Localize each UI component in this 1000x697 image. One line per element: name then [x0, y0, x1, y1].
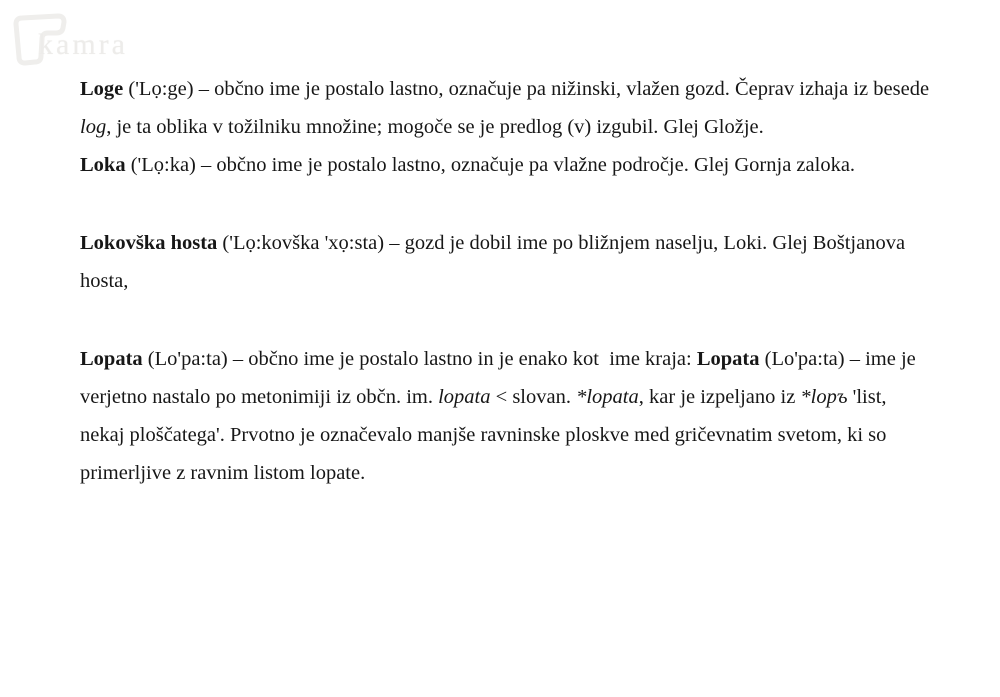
- entry-lopata: [80, 340, 932, 492]
- kamra-logo-icon: [8, 6, 158, 68]
- text-run-regular: (Lo'pa:ta) – ime je verjetno nastalo po metonimiji iz občn. im.: [80, 348, 921, 408]
- entry-loge: [80, 70, 935, 146]
- dictionary-text: [80, 70, 935, 492]
- text-run-bold: Loge: [80, 78, 124, 100]
- text-run-regular: ('Lọ:ge) – občno ime je postalo lastno, označuje pa nižinski, vlažen gozd. Čeprav izhaja iz besede: [123, 78, 935, 100]
- text-run-regular: , kar je izpeljano iz: [638, 386, 801, 408]
- kamra-watermark-label: kamra: [38, 28, 128, 61]
- text-run-regular: < slovan.: [490, 386, 577, 408]
- entry-loka: [80, 146, 932, 184]
- text-run-regular: (Lo'pa:ta) – občno ime je postalo lastno in je enako kot ime kraja:: [142, 348, 697, 370]
- text-run-italic: log: [80, 116, 107, 138]
- text-run-regular: ('Lọ:kovška 'xọ:sta) – gozd je dobil ime po bližnjem naselju, Loki. Glej Boštjanova hosta,: [80, 232, 911, 292]
- text-run-bold: Lokovška hosta: [80, 232, 218, 254]
- text-run-bold: Lopata: [80, 348, 143, 370]
- text-run-regular: ('Lọ:ka) – občno ime je postalo lastno, označuje pa vlažne področje. Glej Gornja zaloka.: [125, 154, 856, 176]
- text-run-regular: 'list, nekaj ploščatega'. Prvotno je označevalo manjše ravninske ploskve med gričevnatim svetom, ki so primerljive z ravnim listom lopate.: [80, 386, 892, 484]
- text-run-italic: lopata: [438, 386, 491, 408]
- kamra-watermark: [8, 6, 158, 68]
- text-run-bold: Loka: [80, 154, 126, 176]
- text-run-bold: Lopata: [696, 348, 760, 370]
- entry-lokovska-hosta: [80, 224, 932, 300]
- text-run-regular: , je ta oblika v tožilniku množine; mogoče se je predlog (v) izgubil. Glej Gložje.: [106, 116, 764, 138]
- text-run-italic: *lopata: [576, 386, 639, 408]
- text-run-italic: *lopъ: [800, 386, 848, 408]
